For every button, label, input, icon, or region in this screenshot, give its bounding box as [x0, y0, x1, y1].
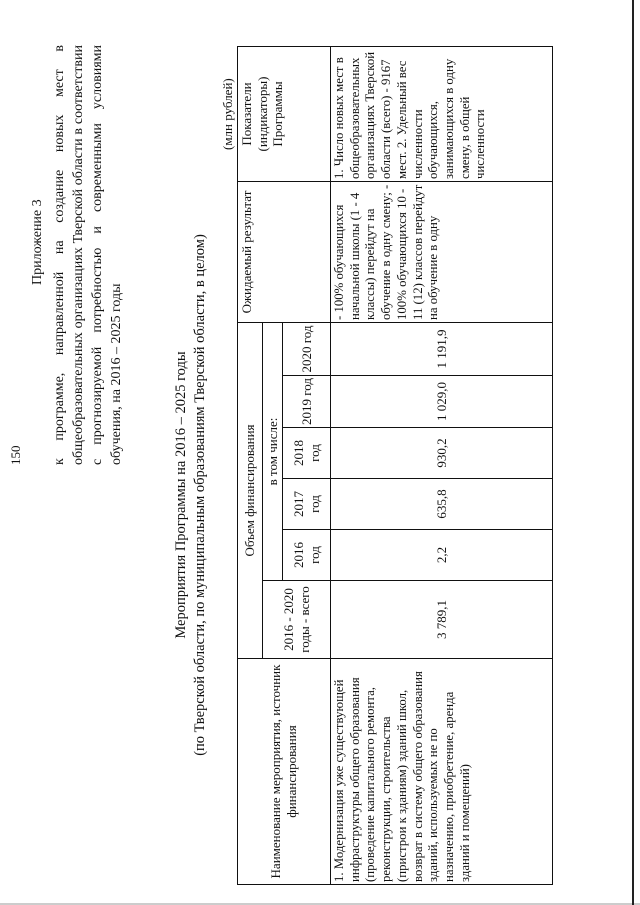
row-2018: 930,2	[331, 428, 553, 479]
header-total: 2016 - 2020 годы - всего	[263, 581, 331, 659]
row-2017: 635,8	[331, 479, 553, 530]
heading-subtitle: (по Тверской области, по муниципальным образованиям Тверской области, в целом)	[192, 234, 208, 756]
header-indicators: Показатели (индикаторы) Программы	[238, 46, 331, 181]
appendix-title: Приложение 3	[30, 199, 45, 285]
header-result: Ожидаемый результат	[238, 181, 331, 322]
header-year-2020: 2020 год	[283, 322, 331, 375]
page-edge-line	[632, 0, 634, 905]
unit-label: (млн рублей)	[220, 78, 235, 150]
header-year-2016: 2016 год	[283, 530, 331, 581]
row-indicators: 1. Число новых мест в общеобразовательных организациях Тверской области (всего) - 9167 мест. 2. Удельный вес численности обучающихся, занимающихся в одну смену, в общей численности	[331, 46, 553, 181]
table-row	[331, 46, 553, 884]
row-name: 1. Модернизация уже существующей инфраструктуры общего образования (проведение капитального ремонта, реконструкции, строительства (пристрои к зданиям) зданий школ, возврат в систему общего образования зданий, используемых не по назначению, приобретение, аренда зданий и помещений)	[331, 659, 553, 885]
row-2019: 1 029,0	[331, 376, 553, 428]
header-including: в том числе:	[263, 322, 283, 580]
appendix-text: к программе, направленной на создание новых мест в общеобразовательных организациях Тверской области в соответствии с прогнозируемой потребностью и современными условиями обучения, на 2016 – 2025 годы	[52, 45, 124, 465]
row-2020: 1 191,9	[331, 322, 553, 375]
header-funding: Объем финансирования	[238, 322, 263, 658]
row-result: - 100% обучающихся начальной школы (1 - 4 классы) перейдут на обучение в одну смену; - 100% обучающихся 10 - 11 (12) классов перейдут на обучение в одну	[331, 181, 553, 322]
heading-title: Мероприятия Программы на 2016 – 2025 годы	[173, 351, 189, 639]
page-number: 150	[8, 445, 23, 465]
header-year-2019: 2019 год	[283, 376, 331, 428]
measures-table	[237, 46, 553, 885]
header-year-2018: 2018 год	[283, 428, 331, 479]
header-name: Наименование мероприятия, источник финансирования	[238, 659, 331, 885]
row-2016: 2,2	[331, 530, 553, 581]
row-total: 3 789,1	[331, 581, 553, 659]
header-year-2017: 2017 год	[283, 479, 331, 530]
